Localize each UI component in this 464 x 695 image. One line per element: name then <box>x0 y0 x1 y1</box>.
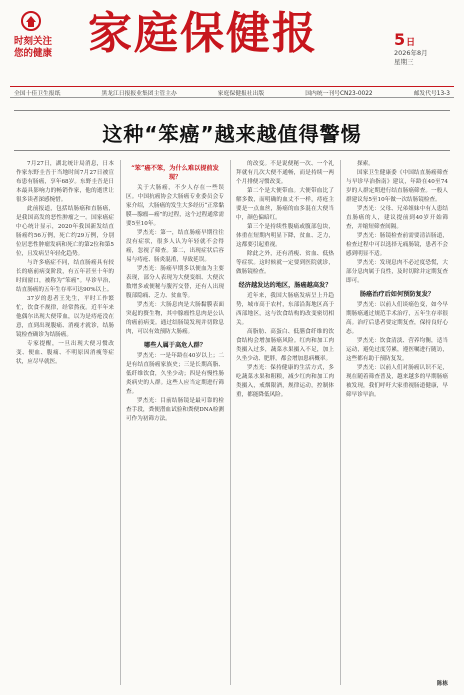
masthead <box>0 0 464 88</box>
paragraph: 专家提醒，一旦出现大便习惯改变、便血、腹痛、不明原因消瘦等症状，应尽早就医。 <box>16 341 114 365</box>
paragraph: 罗杰光：保持健康的生活方式，多吃蔬菜水果和粗粮，减少红肉和加工肉类摄入，戒烟限酒，规律运动，控制体重，都能降低风险。 <box>236 365 334 398</box>
slogan-line-1: 时刻关注 <box>14 36 53 47</box>
paragraph: 罗杰光：以前人们对肠癌认识不足，现在随着筛查普及，越来越多的早期肠癌被发现，我们呼吁大家重视肠道健康，早筛早诊早治。 <box>346 365 448 398</box>
info-award: 全国十佳卫生报纸 <box>14 90 61 97</box>
paragraph: 国家卫生健康委《中国结直肠癌筛查与早诊早治指南》建议，年龄在40至74岁的人群定期进行结直肠癌筛查。一般人群建议每5至10年做一次结肠镜检查。 <box>346 170 448 203</box>
article-column-4 <box>346 160 448 400</box>
section-heading: “笨”癌不笨，为什么难以提前发现？ <box>131 165 219 181</box>
section-heading: 经济越发达的地区，肠癌越高发？ <box>238 282 332 289</box>
paragraph: 罗杰光：发现息肉不必过度恐慌，大部分息肉属于良性，及时切除并定期复查即可。 <box>346 260 448 284</box>
paragraph: 第二个是大便带血。大便带血比了解多数，而明确的血丈不一样，痔疮主要是一点血丝，肠癌的血多混在大便当中，颜色偏暗红。 <box>236 188 334 221</box>
info-postal-code: 邮发代号13-3 <box>413 90 450 97</box>
info-sponsor: 黑龙江日报报业集团主管主办 <box>101 90 177 97</box>
issue-day-unit: 日 <box>406 38 416 48</box>
paper-name: 家庭保健报 <box>88 8 318 59</box>
newspaper-logo-icon <box>20 10 42 32</box>
slogan-line-2: 您的健康 <box>14 48 53 59</box>
paragraph: 罗杰光：第一，结直肠癌早期往往没有症状，很多人认为年轻就不会得癌，忽视了筛查。第二，出现症状后容易与痔疮、肠炎混淆，导致延误。 <box>126 230 224 263</box>
headline-bottom-rule <box>14 150 450 151</box>
article-column-2 <box>126 160 224 424</box>
paragraph: 37岁的患者王先生，平时工作繁忙，饮食不规律，经常熬夜。近半年来他偶尔出现大便带血，以为是痔疮没在意，直到出现腹痛、消瘦才就诊，结肠镜检查确诊为结肠癌。 <box>16 296 114 338</box>
issue-date <box>394 30 428 67</box>
paragraph: 罗杰光：肠癌早期多以便血为主要表现，部分人表现为大便变细、大便次数增多或便秘与腹泻交替，还有人出现腹部隐痛、乏力、贫血等。 <box>126 266 224 299</box>
issue-day: 5 <box>394 30 406 49</box>
paragraph: 与许多癌症不同，结直肠癌具有较长的癌前病变阶段，有五年甚至十年的时间窗口，被称为“笨癌”。早诊早治，结直肠癌的五年生存率可达90%以上。 <box>16 260 114 293</box>
paragraph: 罗杰光：一是年龄在40岁以上；二是有结直肠癌家族史；三是长期高脂、低纤维饮食，久坐少动；四是有慢性肠炎病史的人群。这些人应当定期进行筛查。 <box>126 353 224 395</box>
paragraph: 高脂肪、高蛋白、低膳食纤维的饮食结构会增加肠癌风险。红肉和加工肉类摄入过多，蔬菜水果摄入不足，加上久坐少动、肥胖，都会增加患病概率。 <box>236 329 334 362</box>
paragraph: 罗杰光：饮食清淡、营养均衡，适当运动，避免过度劳累，遵医嘱进行随访，这些都有助于预防复发。 <box>346 338 448 362</box>
slogan <box>14 36 52 60</box>
article-column-1 <box>16 160 114 367</box>
paragraph: 除此之外，还有消瘦、贫血、低热等症状。这时候就一定要到医院就诊，做肠镜检查。 <box>236 251 334 275</box>
paragraph: 近年来，我国大肠癌发病呈上升趋势，城市高于农村，东部沿海地区高于西部地区，这与饮食结构的改变密切相关。 <box>236 293 334 326</box>
headline: 这种“笨癌”越来越值得警惕 <box>102 122 362 146</box>
issue-weekday: 星期三 <box>394 58 414 66</box>
paragraph: 罗杰光：以前人们谈癌色变，如今早期肠癌通过规范手术治疗，五年生存率很高。治疗后患者要定期复查，保持良好心态。 <box>346 302 448 335</box>
article-column-3 <box>236 160 334 400</box>
info-publisher: 家庭保健报社出版 <box>217 90 265 97</box>
paragraph: 罗杰光：肠镜检查前需要清洁肠道，检查过程中可以选择无痛肠镜，患者不会感到明显不适。 <box>346 233 448 257</box>
column-divider <box>230 160 231 685</box>
paragraph: 探索。 <box>357 161 374 167</box>
paragraph: 关于大肠癌，不少人存在一些误区。中国抗癌协会大肠癌专业委员会专家介绍，大肠癌的发生大多经历“正常黏膜—腺瘤—癌”的过程，这个过程通常需要5至10年。 <box>126 185 224 227</box>
column-divider <box>120 160 121 685</box>
paragraph: 罗杰光：父母、兄弟姐妹中有人患结直肠癌的人，建议提前到40岁开始筛查，并缩短筛查间隔。 <box>346 206 448 230</box>
paragraph: 罗杰光：大肠息肉是大肠黏膜表面突起的赘生物，其中腺瘤性息肉是公认的癌前病变。通过结肠镜发现并切除息肉，可以有效预防大肠癌。 <box>126 302 224 335</box>
column-divider <box>340 160 341 685</box>
publication-info-bar <box>10 86 454 98</box>
paragraph: 的改变。不是说便秘一次、一个礼拜就有几次大便不通畅，而是持续一两个月排便习惯改变。 <box>236 161 334 185</box>
paragraph: 第三个是持续性腹痛或腹部包块，体重在短期内明显下降，贫血、乏力，这都要引起重视。 <box>236 224 334 248</box>
section-heading: 肠癌治疗后如何预防复发？ <box>359 291 435 298</box>
headline-top-rule <box>14 110 450 111</box>
paragraph: 罗杰光：目前结肠镜是最可靠的检查手段，粪便潜血试验和粪便DNA检测可作为初筛方法。 <box>126 398 224 422</box>
article-credit: 陈栋 <box>436 681 448 687</box>
paragraph: 7月27日，湖北统计局消息，日本作家东野圭吾于当地时间7月27日被宣布患有肠癌，享年68岁。东野圭吾是日本最具影响力的畅销作家，他的逝世让很多读者深感惋惜。 <box>16 161 114 203</box>
issue-date-full: 2026年8月 <box>394 49 428 57</box>
section-heading: 哪些人属于高危人群？ <box>144 342 206 349</box>
paragraph: 此前报道，包括结肠癌和直肠癌，是我国高发的恶性肿瘤之一。国家癌症中心统计显示，2020年我国新发结直肠癌约56万例，死亡约29万例，分别位居恶性肿瘤发病和死亡的第2位和第5位，且发病呈年轻化趋势。 <box>16 206 114 257</box>
info-cn-number: 国内统一刊号CN23-0022 <box>305 90 373 97</box>
